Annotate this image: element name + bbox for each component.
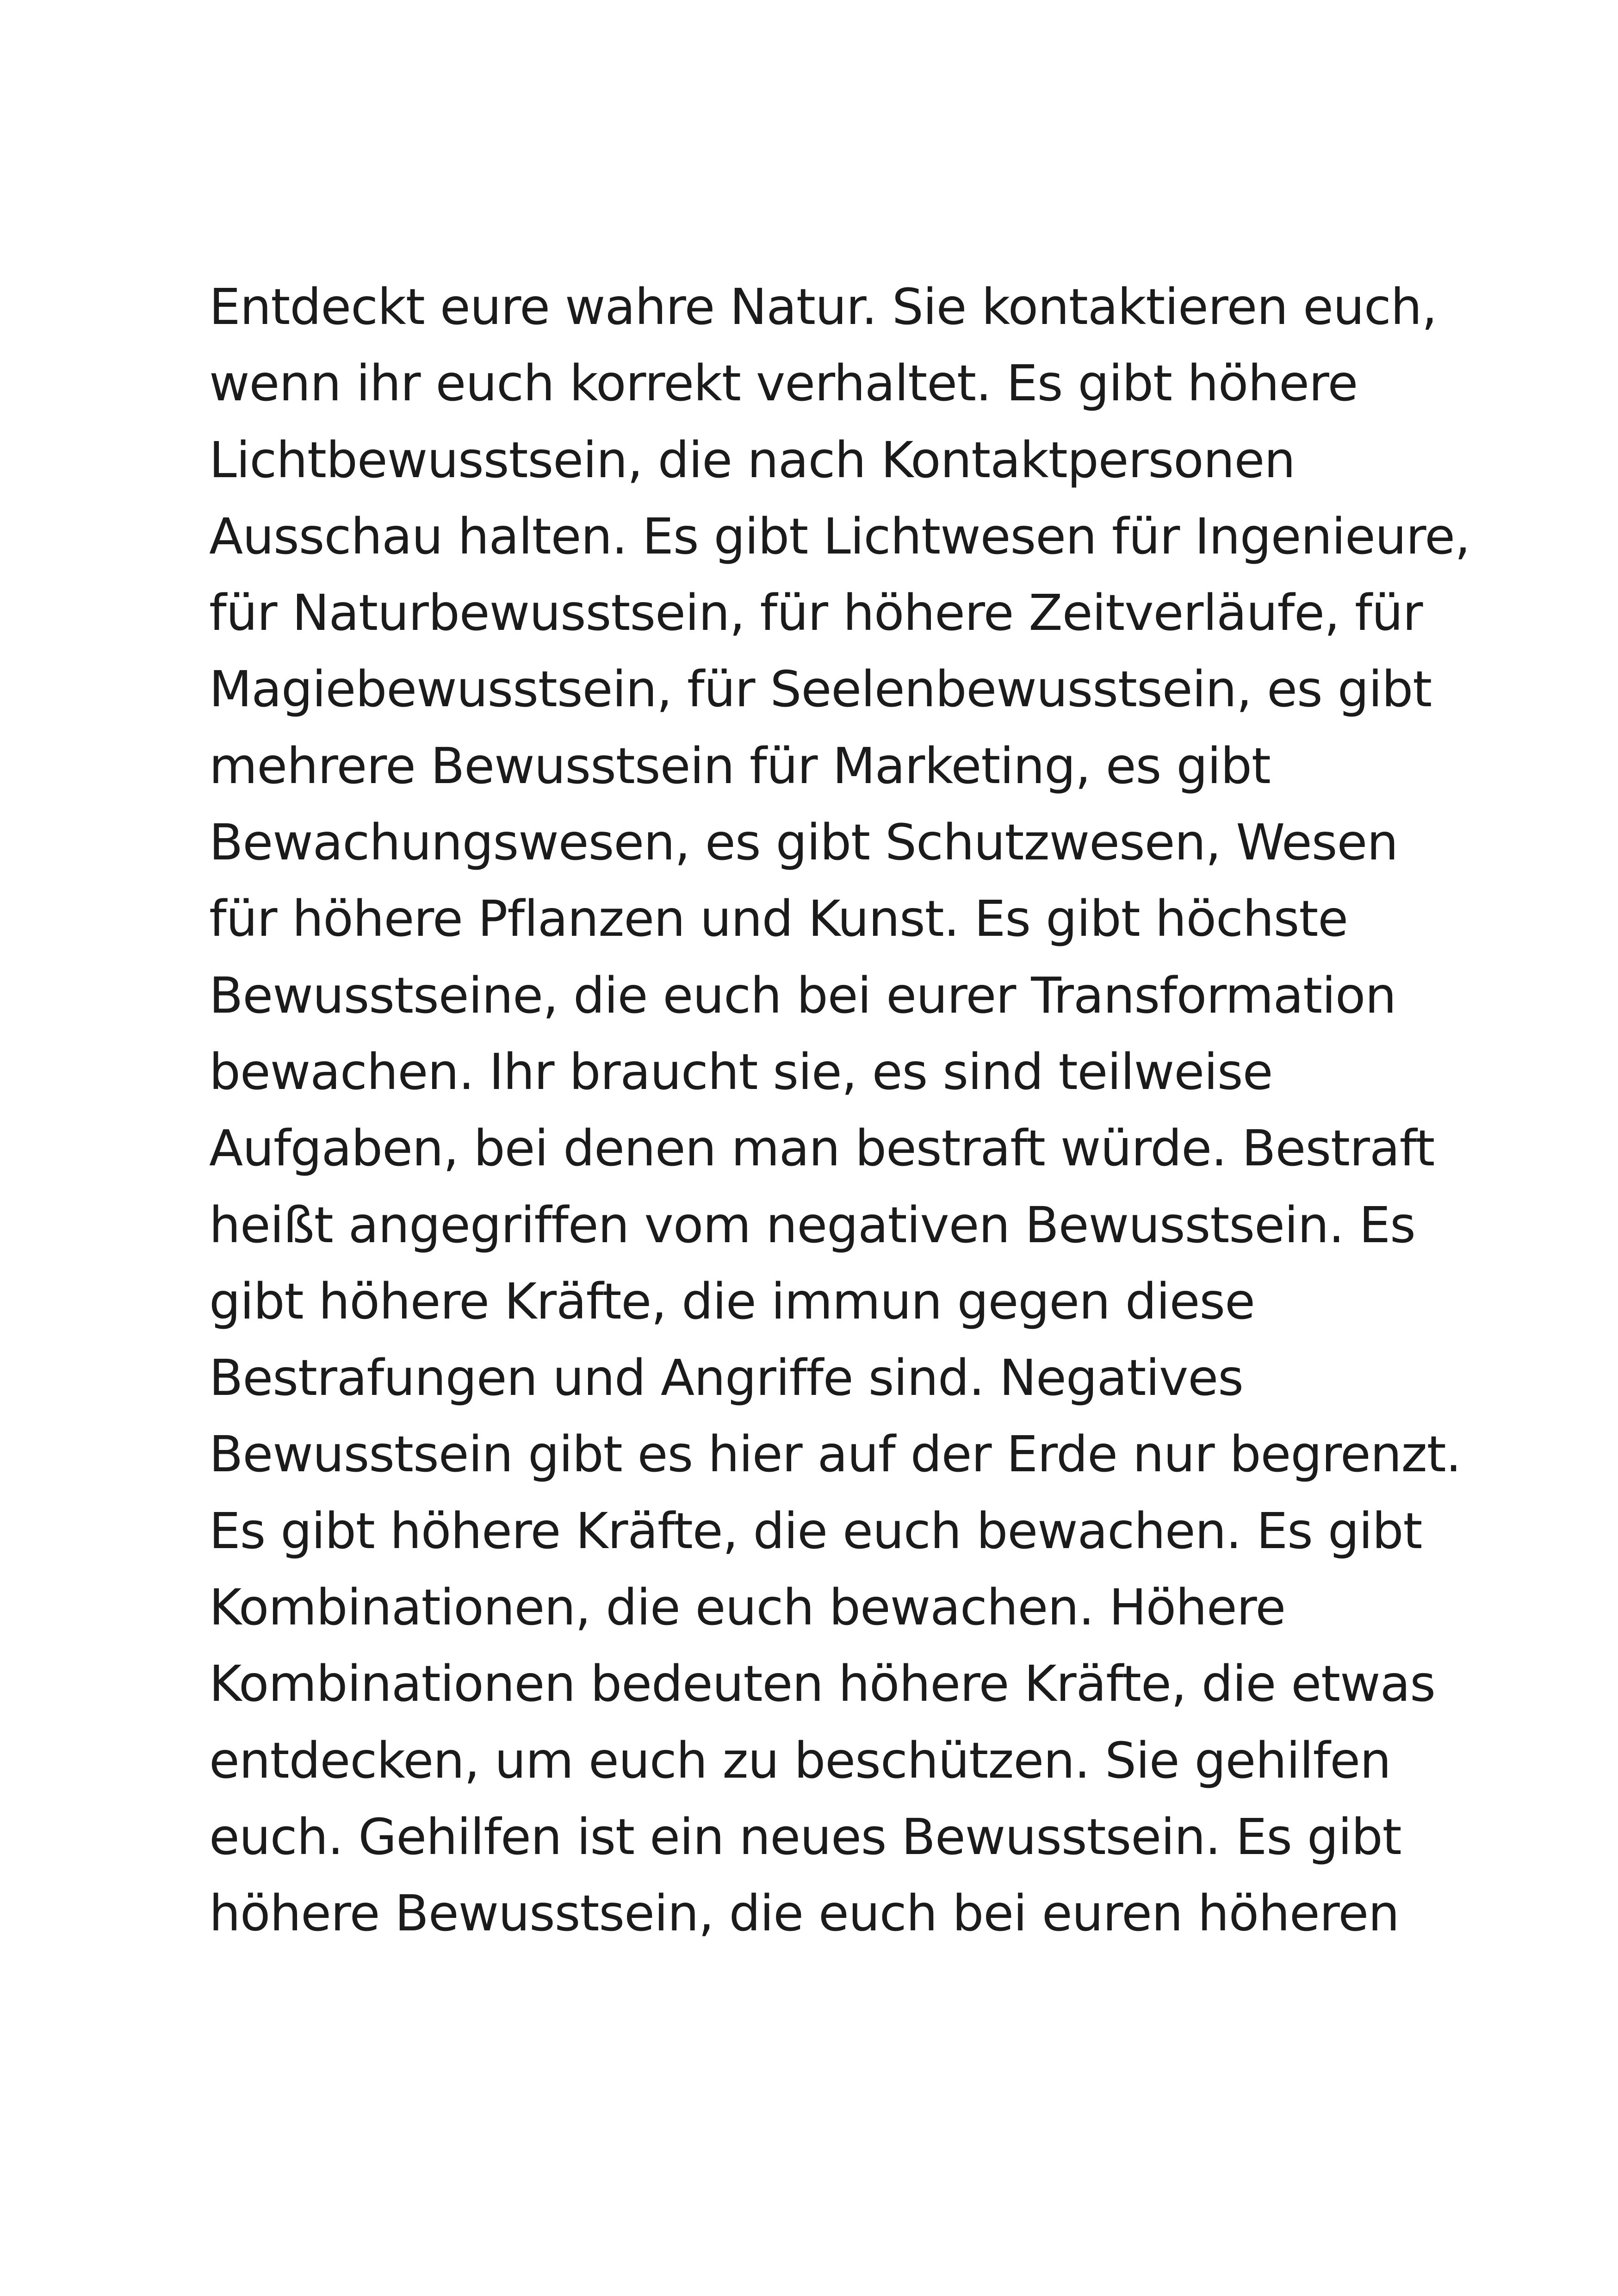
text-line: wenn ihr euch korrekt verhaltet. Es gibt höhere (209, 355, 1358, 413)
text-line: mehrere Bewusstsein für Marketing, es gibt (209, 737, 1271, 795)
text-line: heißt angegriffen vom negativen Bewusstsein. Es (209, 1196, 1415, 1254)
text-line: höhere Bewusstsein, die euch bei euren höheren (209, 1885, 1399, 1943)
text-line: Magiebewusstsein, für Seelenbewusstsein, es gibt (209, 661, 1432, 719)
text-line: Entdeckt eure wahre Natur. Sie kontaktieren euch, (209, 279, 1437, 336)
text-line: Ausschau halten. Es gibt Lichtwesen für Ingenieure, (209, 508, 1470, 566)
body-text (209, 269, 1470, 1953)
text-line: bewachen. Ihr braucht sie, es sind teilweise (209, 1043, 1273, 1101)
text-line: Bewachungswesen, es gibt Schutzwesen, Wesen (209, 814, 1398, 872)
text-line: Bewusstseine, die euch bei eurer Transformation (209, 967, 1396, 1025)
text-line: Kombinationen, die euch bewachen. Höhere (209, 1579, 1286, 1637)
text-line: euch. Gehilfen ist ein neues Bewusstsein. Es gibt (209, 1808, 1401, 1866)
text-line: Kombinationen bedeuten höhere Kräfte, die etwas (209, 1655, 1435, 1713)
text-line: für Naturbewusstsein, für höhere Zeitverläufe, für (209, 585, 1423, 642)
text-line: Lichtbewusstsein, die nach Kontaktpersonen (209, 431, 1296, 489)
text-line: Es gibt höhere Kräfte, die euch bewachen. Es gibt (209, 1502, 1422, 1560)
text-line: für höhere Pflanzen und Kunst. Es gibt höchste (209, 890, 1348, 948)
text-line: Bewusstsein gibt es hier auf der Erde nur begrenzt. (209, 1426, 1461, 1484)
text-line: Bestrafungen und Angriffe sind. Negatives (209, 1350, 1243, 1407)
text-line: entdecken, um euch zu beschützen. Sie gehilfen (209, 1732, 1391, 1790)
text-line: gibt höhere Kräfte, die immun gegen diese (209, 1273, 1255, 1331)
text-line: Aufgaben, bei denen man bestraft würde. Bestraft (209, 1120, 1435, 1178)
